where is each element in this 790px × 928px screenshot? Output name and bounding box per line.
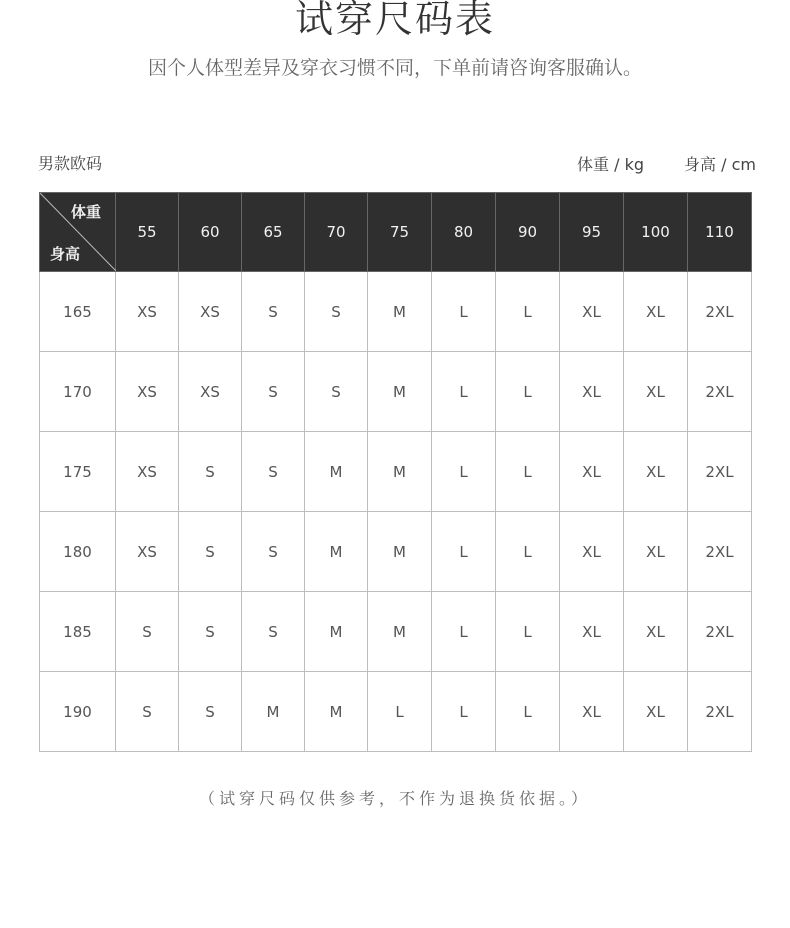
size-cell: L (496, 592, 560, 672)
page-title: 试穿尺码表 (294, 0, 495, 41)
size-cell: M (368, 272, 432, 352)
height-cell: 175 (40, 432, 116, 512)
size-cell: XL (624, 672, 688, 752)
size-cell: M (305, 512, 368, 592)
size-cell: XS (179, 352, 242, 432)
size-cell: S (179, 672, 242, 752)
size-cell: XL (624, 352, 688, 432)
size-cell: XS (179, 272, 242, 352)
size-cell: S (242, 512, 305, 592)
size-cell: S (179, 432, 242, 512)
size-cell: M (368, 512, 432, 592)
size-cell: XL (624, 432, 688, 512)
height-cell: 165 (40, 272, 116, 352)
size-cell: XL (560, 512, 624, 592)
size-cell: S (116, 592, 179, 672)
size-cell: XL (560, 352, 624, 432)
size-cell: 2XL (688, 272, 752, 352)
size-cell: XS (116, 352, 179, 432)
weight-header-cell: 110 (688, 193, 752, 272)
size-cell: XS (116, 432, 179, 512)
size-cell: S (116, 672, 179, 752)
size-cell: L (496, 512, 560, 592)
size-cell: S (305, 352, 368, 432)
size-cell: 2XL (688, 672, 752, 752)
size-cell: L (496, 352, 560, 432)
size-cell: L (432, 352, 496, 432)
size-cell: XL (624, 512, 688, 592)
weight-header-cell: 65 (242, 193, 305, 272)
size-cell: S (242, 272, 305, 352)
size-cell: S (242, 352, 305, 432)
size-cell: M (305, 432, 368, 512)
weight-header-cell: 95 (560, 193, 624, 272)
weight-header-cell: 70 (305, 193, 368, 272)
size-cell: L (496, 272, 560, 352)
size-cell: M (305, 592, 368, 672)
page-subtitle: 因个人体型差异及穿衣习惯不同，下单前请咨询客服确认。 (147, 57, 642, 79)
size-chart-table (39, 192, 752, 752)
size-cell: XL (560, 592, 624, 672)
size-cell: L (432, 272, 496, 352)
size-cell: 2XL (688, 592, 752, 672)
table-row (40, 432, 752, 512)
size-cell: 2XL (688, 352, 752, 432)
size-cell: M (242, 672, 305, 752)
size-table-body (40, 272, 752, 752)
size-cell: L (496, 672, 560, 752)
size-cell: L (432, 672, 496, 752)
height-cell: 170 (40, 352, 116, 432)
table-row (40, 352, 752, 432)
size-cell: XL (624, 592, 688, 672)
weight-header-cell: 80 (432, 193, 496, 272)
table-row (40, 592, 752, 672)
size-cell: XS (116, 272, 179, 352)
weight-header-cell: 75 (368, 193, 432, 272)
height-cell: 180 (40, 512, 116, 592)
size-cell: 2XL (688, 432, 752, 512)
size-cell: S (305, 272, 368, 352)
corner-weight-label: 体重 (70, 203, 101, 221)
weight-header-cell: 55 (116, 193, 179, 272)
size-cell: S (242, 592, 305, 672)
height-cell: 185 (40, 592, 116, 672)
size-cell: M (368, 432, 432, 512)
size-cell: S (242, 432, 305, 512)
weight-header-cell: 100 (624, 193, 688, 272)
size-cell: XS (116, 512, 179, 592)
size-cell: 2XL (688, 512, 752, 592)
table-row (40, 512, 752, 592)
size-cell: XL (624, 272, 688, 352)
size-cell: L (432, 432, 496, 512)
size-cell: M (305, 672, 368, 752)
table-row (40, 672, 752, 752)
height-unit-label: 身高 / cm (684, 155, 756, 174)
table-row (40, 272, 752, 352)
corner-header-cell (40, 193, 116, 272)
size-cell: XL (560, 432, 624, 512)
size-cell: L (432, 512, 496, 592)
weight-header-row (40, 193, 752, 272)
size-cell: S (179, 512, 242, 592)
size-cell: XL (560, 272, 624, 352)
size-cell: M (368, 352, 432, 432)
size-cell: L (368, 672, 432, 752)
weight-header-cell: 90 (496, 193, 560, 272)
size-cell: L (432, 592, 496, 672)
size-cell: L (496, 432, 560, 512)
height-cell: 190 (40, 672, 116, 752)
disclaimer-note: （试穿尺码仅供参考，不作为退换货依据。） (198, 789, 591, 808)
size-cell: M (368, 592, 432, 672)
category-label: 男款欧码 (38, 154, 103, 173)
weight-header-cell: 60 (179, 193, 242, 272)
size-cell: XL (560, 672, 624, 752)
corner-height-label: 身高 (50, 245, 81, 263)
size-cell: S (179, 592, 242, 672)
weight-unit-label: 体重 / kg (577, 155, 644, 174)
